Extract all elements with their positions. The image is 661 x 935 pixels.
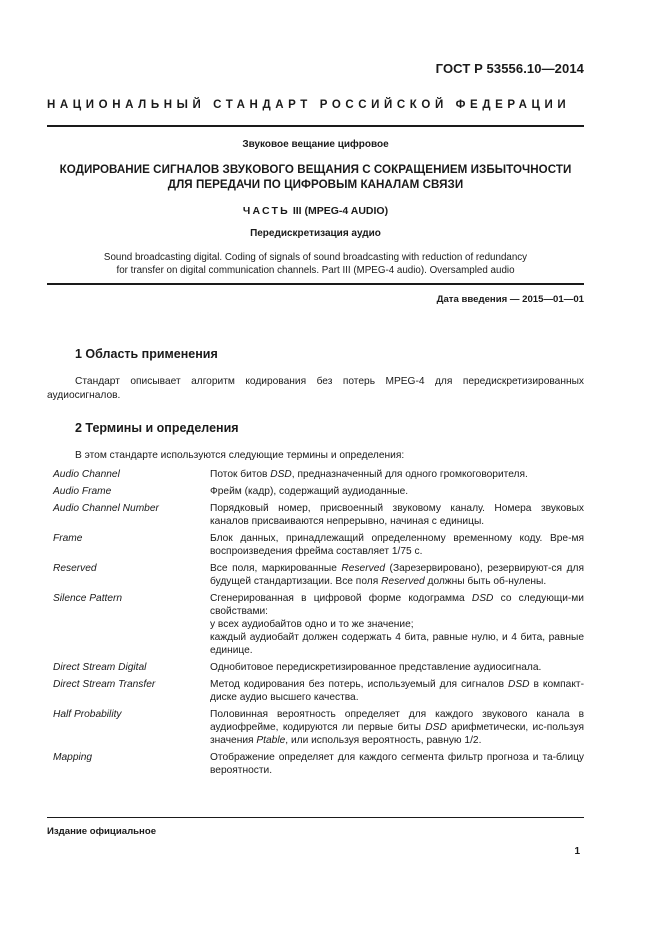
term-name: Mapping	[53, 752, 93, 763]
term-name: Audio Frame	[53, 486, 112, 497]
page-number: 1	[574, 846, 580, 857]
section-2-heading: 2 Термины и определения	[75, 421, 239, 435]
term-row	[53, 485, 584, 502]
term-name: Audio Channel	[53, 469, 120, 480]
term-definition: Порядковый номер, присвоенный звуковому каналу. Номера звуковых каналов присваиваются непрерывно, начиная с единицы.	[210, 503, 584, 527]
section-2-intro	[47, 449, 584, 463]
term-name: Half Probability	[53, 709, 122, 720]
term-name: Frame	[53, 533, 83, 544]
term-definition: Метод кодирования без потерь, используемый для сигналов DSD в компакт-диске аудио высшего качества.	[210, 679, 584, 703]
term-name: Silence Pattern	[53, 593, 123, 604]
terms-table	[53, 468, 584, 781]
term-definition: Сгенерированная в цифровой форме кодограмма DSD со следующи-ми свойствами: у всех аудиобайтов одно и то же значение; каждый аудиобайт должен содержать 4 бита, равные нулю, и 4 бита, равные единице.	[210, 593, 585, 656]
standard-subtitle: Передискретизация аудио	[250, 228, 381, 239]
english-title-line-1: Sound broadcasting digital. Coding of signals of sound broadcasting with reduction of redundancy	[103, 252, 528, 263]
footer-rule	[47, 817, 584, 818]
term-definition: Отображение определяет для каждого сегмента фильтр прогноза и та-блицу вероятности.	[210, 752, 584, 776]
part-word: ЧАСТЬ	[242, 205, 290, 217]
top-rule	[47, 125, 584, 127]
standard-title-line-2: ДЛЯ ПЕРЕДАЧИ ПО ЦИФРОВЫМ КАНАЛАМ СВЯЗИ	[167, 178, 464, 191]
term-row	[53, 532, 584, 562]
gost-number: ГОСТ Р 53556.10—2014	[435, 61, 584, 76]
term-row	[53, 708, 584, 751]
section-1-body: Стандарт описывает алгоритм кодирования без потерь MPEG-4 для передискретизированных аудиосигналов.	[47, 376, 584, 401]
section-1-text	[47, 375, 584, 402]
english-title-line-2: for transfer on digital communication channels. Part III (MPEG-4 audio). Oversampled audio	[116, 265, 515, 276]
standard-part	[47, 205, 584, 217]
term-definition: Поток битов DSD, предназначенный для одного громкоговорителя.	[210, 469, 528, 480]
introduction-date: Дата введения — 2015—01—01	[436, 294, 584, 305]
term-row	[53, 751, 584, 781]
term-name: Reserved	[53, 563, 97, 574]
term-row	[53, 468, 584, 485]
standard-title-line-1: КОДИРОВАНИЕ СИГНАЛОВ ЗВУКОВОГО ВЕЩАНИЯ С СОКРАЩЕНИЕМ ИЗБЫТОЧНОСТИ	[59, 163, 572, 176]
standard-category: Звуковое вещание цифровое	[242, 139, 389, 150]
section-1-heading: 1 Область применения	[75, 347, 218, 361]
part-number: III (MPEG-4 AUDIO)	[292, 205, 389, 217]
term-definition: Блок данных, принадлежащий определенному временному коду. Вре-мя воспроизведения фрейма составляет 1/75 с.	[210, 533, 584, 557]
term-row	[53, 562, 584, 592]
term-definition: Половинная вероятность определяет для каждого звукового канала в аудиофрейме, кодируются ли первые биты DSD арифметически, ис-пользуя значения Ptable, или используя вероятность, равную 1/2.	[210, 709, 584, 746]
term-definition: Фрейм (кадр), содержащий аудиоданные.	[210, 486, 409, 497]
national-standard-heading: НАЦИОНАЛЬНЫЙ СТАНДАРТ РОССИЙСКОЙ ФЕДЕРАЦИИ	[47, 99, 571, 111]
term-name: Direct Stream Digital	[53, 662, 147, 673]
term-row	[53, 678, 584, 708]
section-2-intro-text: В этом стандарте используются следующие термины и определения:	[75, 450, 405, 461]
official-edition-label: Издание официальное	[47, 826, 157, 837]
term-definition: Все поля, маркированные Reserved (Зарезервировано), резервируют-ся для будущей стандартизации. Все поля Reserved должны быть об-нулены.	[210, 563, 584, 587]
term-row	[53, 592, 584, 661]
term-definition: Однобитовое передискретизированное представление аудиосигнала.	[210, 662, 542, 673]
term-row	[53, 661, 584, 678]
standard-title	[47, 162, 584, 192]
title-bottom-rule	[47, 283, 584, 285]
term-row	[53, 502, 584, 532]
english-title	[47, 251, 584, 277]
term-name: Direct Stream Transfer	[53, 679, 156, 690]
term-name: Audio Channel Number	[53, 503, 159, 514]
